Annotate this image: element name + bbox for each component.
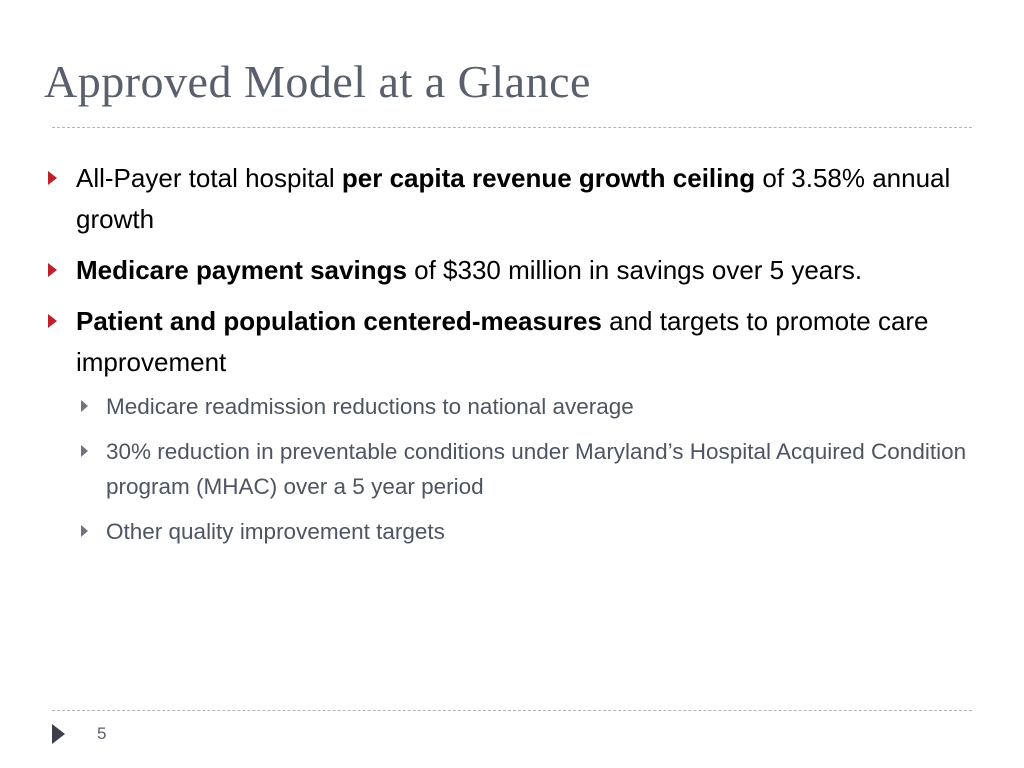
bullet-text-bold: Medicare payment savings bbox=[76, 255, 407, 285]
play-arrow-icon bbox=[52, 724, 65, 744]
bullet-text-post: and targets to promote care improvement bbox=[76, 306, 929, 377]
footer-divider bbox=[52, 710, 972, 711]
bullet-text-bold: per capita revenue growth ceiling bbox=[341, 163, 756, 193]
bullet-text-bold: Patient and population centered-measures bbox=[76, 306, 602, 336]
red-triangle-bullet-icon bbox=[48, 263, 57, 277]
gray-triangle-bullet-icon bbox=[81, 525, 88, 537]
sub-bullet-readmission bbox=[44, 389, 974, 424]
bullet-medicare-savings bbox=[44, 250, 974, 291]
gray-triangle-bullet-icon bbox=[81, 445, 88, 457]
sub-bullet-text: 30% reduction in preventable conditions under Maryland’s Hospital Acquired Condition program (MHAC) over a 5 year period bbox=[106, 439, 967, 499]
bullet-text-post: of 3.58% annual growth bbox=[76, 163, 951, 234]
red-triangle-bullet-icon bbox=[48, 314, 57, 328]
sub-bullet-mhac bbox=[44, 434, 974, 504]
bullet-text-pre: All-Payer total hospital bbox=[76, 163, 342, 193]
gray-triangle-bullet-icon bbox=[81, 400, 88, 412]
slide-content bbox=[44, 158, 974, 559]
sub-bullet-text: Medicare readmission reductions to national average bbox=[106, 394, 634, 419]
sub-bullet-other-quality bbox=[44, 514, 974, 549]
sub-bullet-text: Other quality improvement targets bbox=[106, 519, 445, 544]
red-triangle-bullet-icon bbox=[48, 171, 57, 185]
bullet-patient-measures bbox=[44, 301, 974, 383]
slide-title: Approved Model at a Glance bbox=[44, 56, 591, 107]
bullet-revenue-ceiling bbox=[44, 158, 974, 240]
bullet-text-post: of $330 million in savings over 5 years. bbox=[406, 255, 863, 285]
title-divider bbox=[52, 127, 972, 128]
page-number: 5 bbox=[97, 724, 107, 743]
